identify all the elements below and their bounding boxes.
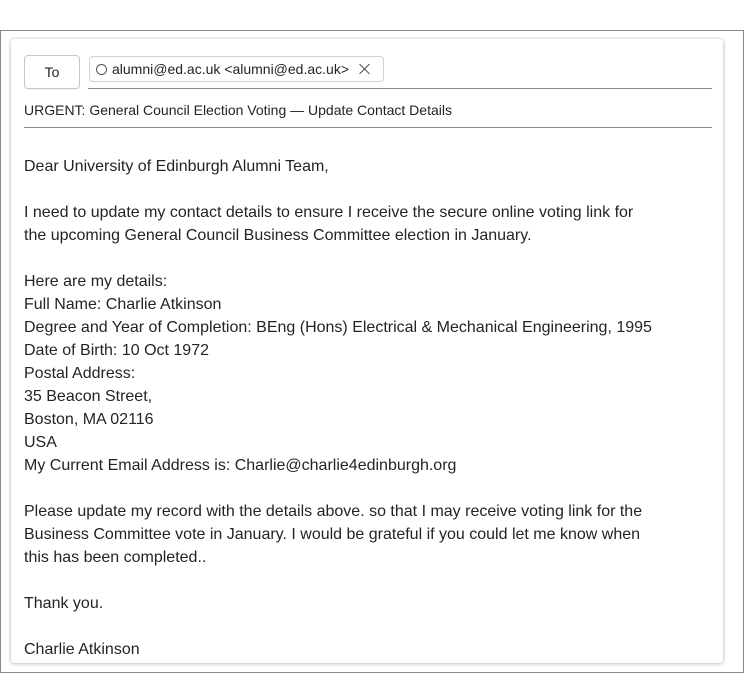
details-line: Date of Birth: 10 Oct 1972 [24, 342, 209, 359]
recipient-address: alumni@ed.ac.uk <alumni@ed.ac.uk> [112, 61, 349, 77]
to-button[interactable]: To [24, 55, 80, 89]
greeting: Dear University of Edinburgh Alumni Team, [24, 158, 329, 175]
body-line: this has been completed.. [24, 549, 207, 566]
email-compose-window [0, 30, 744, 673]
details-line: My Current Email Address is: Charlie@charlie4edinburgh.org [24, 457, 457, 474]
body-line: I need to update my contact details to ensure I receive the secure online voting link for [24, 204, 634, 221]
to-field[interactable] [88, 55, 712, 89]
body-line: Please update my record with the details above. so that I may receive voting link for the [24, 503, 643, 520]
closing: Thank you. [24, 595, 104, 612]
blank-line [24, 178, 714, 201]
details-line: Boston, MA 02116 [24, 411, 154, 428]
details-line: Full Name: Charlie Atkinson [24, 296, 222, 313]
blank-line [24, 477, 714, 500]
blank-line [24, 569, 714, 592]
details-line: Postal Address: [24, 365, 136, 382]
body-line: Business Committee vote in January. I would be grateful if you could let me know when [24, 526, 641, 543]
signature: Charlie Atkinson [24, 641, 140, 658]
details-line: 35 Beacon Street, [24, 388, 153, 405]
blank-line [24, 615, 714, 638]
presence-status-icon [96, 64, 107, 75]
details-line: Here are my details: [24, 273, 168, 290]
subject-field[interactable]: URGENT: General Council Election Voting — Update Contact Details [24, 101, 712, 128]
body-line: the upcoming General Council Business Committee election in January. [24, 227, 532, 244]
message-body[interactable] [24, 155, 714, 661]
recipient-chip[interactable] [89, 56, 384, 82]
blank-line [24, 247, 714, 270]
details-line: Degree and Year of Completion: BEng (Hons) Electrical & Mechanical Engineering, 1995 [24, 319, 652, 336]
remove-recipient-icon[interactable] [359, 63, 371, 75]
details-line: USA [24, 434, 57, 451]
compose-card [11, 39, 723, 663]
to-row [24, 55, 712, 89]
